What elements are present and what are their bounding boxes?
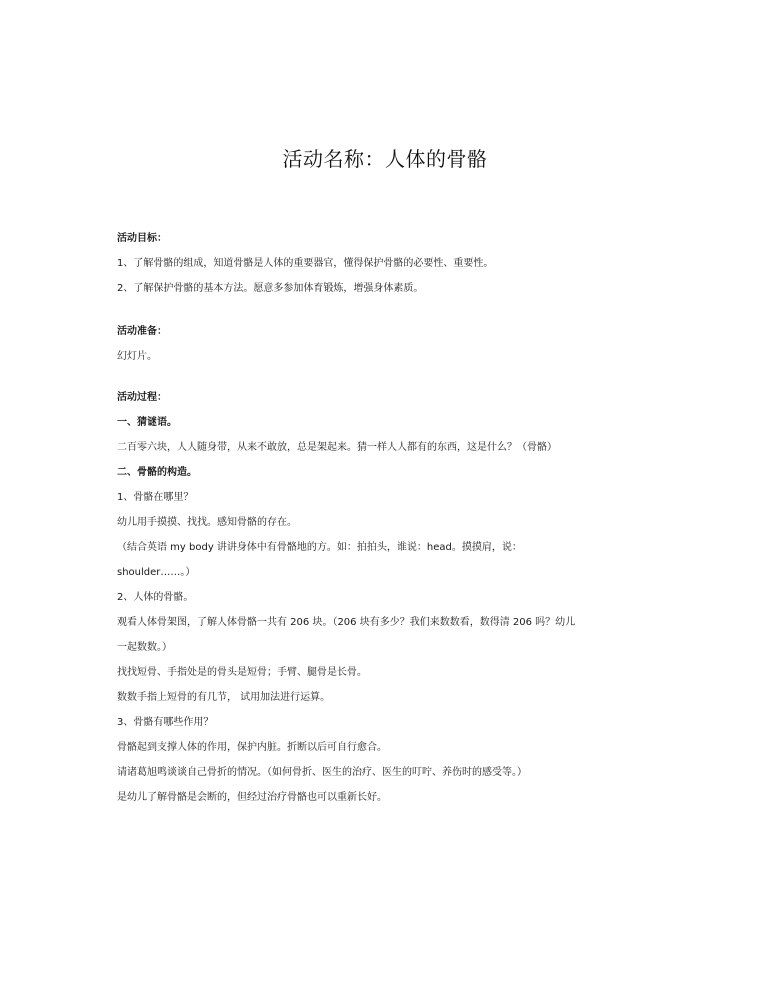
process-line: 1、骨骼在哪里？ — [117, 492, 194, 503]
process-line: shoulder……。） — [117, 567, 196, 578]
process-line: 骨骼起到支撑人体的作用，保护内脏。折断以后可自行愈合。 — [117, 742, 387, 753]
section-heading-goals: 活动目标： — [117, 233, 167, 244]
process-line: 观看人体骨架图，了解人体骨骼一共有 206 块。（206 块有多少？我们来数数看，数得清 206 吗？幼儿 — [117, 617, 576, 628]
process-line: 二百零六块，人人随身带，从来不敢放，总是架起来。猜一样人人都有的东西，这是什么？（骨骼） — [117, 442, 557, 453]
process-line: 是幼儿了解骨骼是会断的，但经过治疗骨骼也可以重新长好。 — [117, 792, 387, 803]
process-line: 数数手指上短骨的有几节， 试用加法进行运算。 — [117, 692, 331, 703]
process-line: 请诸葛旭鸣谈谈自己骨折的情况。（如何骨折、医生的治疗、医生的叮咛、养伤时的感受等。） — [117, 767, 527, 778]
preparation-line-1: 幻灯片。 — [117, 351, 157, 362]
process-step-riddle: 一、猜谜语。 — [117, 417, 177, 428]
section-heading-process: 活动过程： — [117, 392, 167, 403]
process-line: 2、人体的骨骼。 — [117, 592, 194, 603]
process-line: 幼儿用手摸摸、找找。感知骨骼的存在。 — [117, 517, 297, 528]
document-body — [117, 232, 677, 816]
goal-line-1: 1、了解骨骼的组成，知道骨骼是人体的重要器官，懂得保护骨骼的必要性、重要性。 — [117, 258, 494, 269]
section-heading-preparation: 活动准备： — [117, 326, 167, 337]
process-line: 一起数数。） — [117, 642, 172, 653]
process-line: （结合英语 my body 讲讲身体中有骨骼地的方。如：拍拍头，谁说：head。摸摸肩，说： — [117, 542, 522, 553]
process-line: 找找短骨、手指处是的骨头是短骨；手臂、腿骨是长骨。 — [117, 667, 367, 678]
process-step-structure: 二、骨骼的构造。 — [117, 467, 197, 478]
goal-line-2: 2、了解保护骨骼的基本方法。愿意多参加体育锻炼，增强身体素质。 — [117, 283, 424, 294]
document-title: 活动名称：人体的骨骼 — [282, 147, 488, 171]
process-line: 3、骨骼有哪些作用？ — [117, 717, 214, 728]
